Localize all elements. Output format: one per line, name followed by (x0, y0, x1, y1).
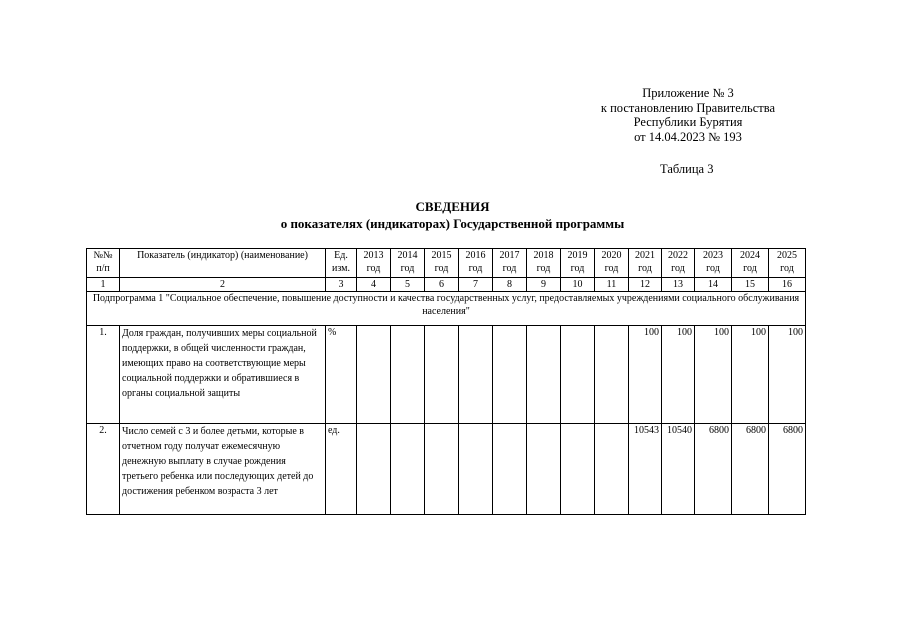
header-year: 2015 год (425, 249, 459, 278)
header-year: 2021 год (629, 249, 662, 278)
row-indicator: Число семей с 3 и более детьми, которые в отчетном году получат ежемесячную денежную выплату в случае рождения третьего ребенка или последующих детей до достижения ребенком возраста 3 лет (120, 424, 326, 515)
column-number: 16 (769, 278, 806, 292)
row-value (357, 326, 391, 424)
row-value: 100 (732, 326, 769, 424)
column-number: 1 (87, 278, 120, 292)
column-number: 8 (493, 278, 527, 292)
appendix-line-4: от 14.04.2023 № 193 (634, 129, 742, 144)
column-number: 11 (595, 278, 629, 292)
column-number: 10 (561, 278, 595, 292)
column-number: 7 (459, 278, 493, 292)
indicators-table (86, 248, 806, 515)
column-number: 2 (120, 278, 326, 292)
header-unit: Ед. изм. (326, 249, 357, 278)
table-label: Таблица 3 (660, 162, 714, 176)
column-number: 12 (629, 278, 662, 292)
row-value (425, 326, 459, 424)
header-year: 2022 год (662, 249, 695, 278)
row-unit: % (326, 326, 357, 424)
column-number: 13 (662, 278, 695, 292)
header-year: 2017 год (493, 249, 527, 278)
row-value (391, 424, 425, 515)
header-year: 2020 год (595, 249, 629, 278)
row-value (595, 424, 629, 515)
row-value (595, 326, 629, 424)
column-number: 5 (391, 278, 425, 292)
row-value (425, 424, 459, 515)
column-number: 15 (732, 278, 769, 292)
header-year: 2018 год (527, 249, 561, 278)
column-number: 9 (527, 278, 561, 292)
row-num: 1. (87, 326, 120, 424)
row-value: 100 (695, 326, 732, 424)
row-value (493, 424, 527, 515)
column-number: 4 (357, 278, 391, 292)
row-value: 10543 (629, 424, 662, 515)
row-value: 100 (629, 326, 662, 424)
table-row (87, 424, 806, 515)
row-value (459, 326, 493, 424)
appendix-block (578, 86, 798, 144)
subprogram-title: Подпрограмма 1 "Социальное обеспечение, повышение доступности и качества государственных услуг, предоставляемых учреждениями социального обслуживания населения" (87, 292, 806, 326)
row-value (391, 326, 425, 424)
subprogram-row (87, 292, 806, 326)
row-value: 6800 (769, 424, 806, 515)
row-value (527, 424, 561, 515)
column-number: 6 (425, 278, 459, 292)
header-num: №№ п/п (87, 249, 120, 278)
row-value (459, 424, 493, 515)
header-year: 2014 год (391, 249, 425, 278)
row-indicator: Доля граждан, получивших меры социальной поддержки, в общей численности граждан, имеющих право на соответствующие меры социальной поддержки и обратившиеся в органы социальной защиты (120, 326, 326, 424)
header-year: 2016 год (459, 249, 493, 278)
row-value (561, 424, 595, 515)
header-row (87, 249, 806, 278)
header-year: 2019 год (561, 249, 595, 278)
column-number: 14 (695, 278, 732, 292)
heading-subtitle: о показателях (индикаторах) Государственной программы (280, 216, 625, 231)
row-unit: ед. (326, 424, 357, 515)
table-row (87, 326, 806, 424)
header-indicator: Показатель (индикатор) (наименование) (120, 249, 326, 278)
header-year: 2023 год (695, 249, 732, 278)
row-value: 100 (662, 326, 695, 424)
row-value (493, 326, 527, 424)
row-value: 6800 (695, 424, 732, 515)
header-year: 2024 год (732, 249, 769, 278)
column-number-row (87, 278, 806, 292)
column-number: 3 (326, 278, 357, 292)
appendix-line-1: Приложение № 3 (642, 86, 734, 100)
row-value: 100 (769, 326, 806, 424)
appendix-line-2: к постановлению Правительства (600, 100, 776, 115)
document-heading (0, 198, 905, 232)
row-value: 6800 (732, 424, 769, 515)
row-value (561, 326, 595, 424)
heading-title: СВЕДЕНИЯ (415, 199, 490, 214)
row-value: 10540 (662, 424, 695, 515)
header-year: 2013 год (357, 249, 391, 278)
row-num: 2. (87, 424, 120, 515)
row-value (527, 326, 561, 424)
header-year: 2025 год (769, 249, 806, 278)
appendix-line-3: Республики Бурятия (633, 115, 743, 129)
row-value (357, 424, 391, 515)
